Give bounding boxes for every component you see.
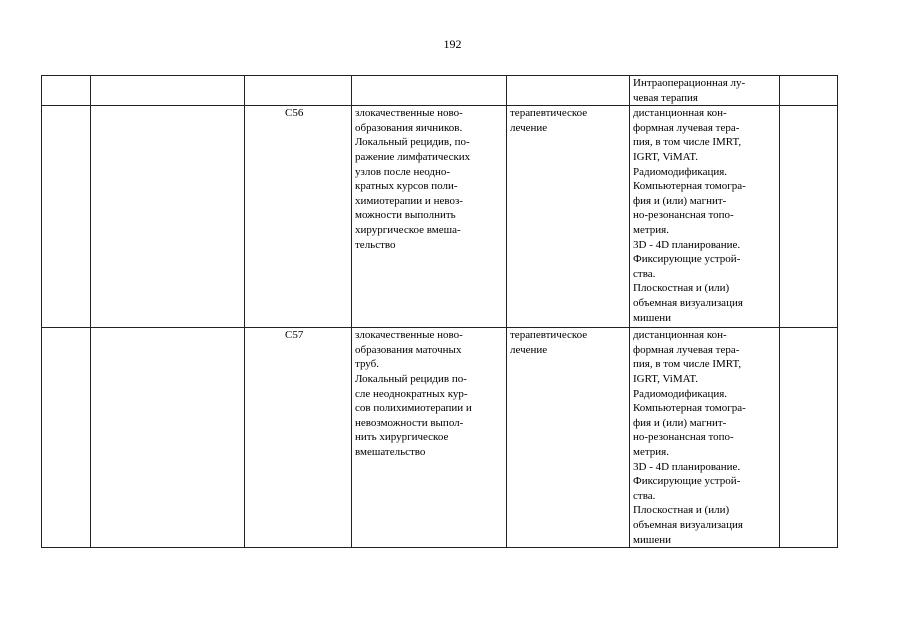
treatment-type-cell [507, 106, 630, 328]
text-line: чевая терапия [633, 91, 698, 104]
text-line: 3D - 4D планирование. [633, 238, 741, 251]
text-line: нить хирургическое [355, 431, 449, 444]
table-row [42, 76, 838, 106]
text-line: терапевтическое [510, 329, 588, 342]
icd-code-cell: C56 [245, 106, 352, 328]
text-line: узлов после неоднo- [355, 165, 451, 178]
text-line: ражение лимфатических [355, 150, 471, 163]
text-line: метрия. [633, 223, 669, 236]
treatment-type-cell [507, 328, 630, 548]
treatment-method-cell [630, 328, 780, 548]
text-line: IGRT, ViMAT. [633, 372, 698, 385]
icd-code-cell: C57 [245, 328, 352, 548]
text-line: пия, в том числе IMRT, [633, 358, 742, 371]
text-line: Радиомодификация. [633, 387, 728, 400]
text-line: Плоскостная и (или) [633, 504, 730, 517]
text-line: сле неоднократных кур- [355, 387, 468, 400]
table-row [42, 106, 838, 328]
text-line: злокачественные ново- [355, 329, 463, 342]
text-line: 3D - 4D планирование. [633, 460, 741, 473]
text-line: Радиомодификация. [633, 165, 728, 178]
text-line: метрия. [633, 445, 669, 458]
medical-care-table [41, 75, 838, 548]
text-line: Локальный рецидив по- [355, 372, 467, 385]
text-line: тельство [355, 238, 396, 251]
text-line: кратных курсов поли- [355, 180, 458, 193]
text-line: мишени [633, 311, 671, 324]
text-line: химиотерапии и невоз- [355, 194, 463, 207]
text-line: терапевтическое [510, 107, 588, 120]
text-line: Плоскостная и (или) [633, 282, 730, 295]
text-line: ства. [633, 267, 656, 280]
row-number-cell [42, 76, 91, 106]
text-line: фия и (или) магнит- [633, 416, 727, 429]
text-line: невозможности выпол- [355, 416, 464, 429]
text-line: объемная визуализация [633, 296, 743, 309]
text-line: дистанционная кон- [633, 329, 727, 342]
diagnosis-cell [352, 76, 507, 106]
table-row [42, 328, 838, 548]
page-number: 192 [443, 37, 462, 51]
text-line: IGRT, ViMAT. [633, 150, 698, 163]
text-line: труб. [355, 358, 379, 371]
text-line: формная лучевая тера- [633, 121, 740, 134]
text-line: хирургическое вмеша- [355, 223, 461, 236]
row-number-cell [42, 328, 91, 548]
text-line: дистанционная кон- [633, 107, 727, 120]
treatment-method-cell [630, 76, 780, 106]
text-line: злокачественные ново- [355, 107, 463, 120]
care-profile-cell [91, 76, 245, 106]
text-line: Фиксирующие устрой- [633, 475, 741, 488]
text-line: фия и (или) магнит- [633, 194, 727, 207]
text-line: образования маточных [355, 343, 462, 356]
text-line: Фиксирующие устрой- [633, 253, 741, 266]
text-line: но-резонансная топо- [633, 431, 734, 444]
text-line: сов полихимиотерапии и [355, 402, 472, 415]
text-line: объемная визуализация [633, 518, 743, 531]
treatment-type-cell [507, 76, 630, 106]
cost-cell [780, 106, 838, 328]
text-line: пия, в том числе IMRT, [633, 136, 742, 149]
diagnosis-cell [352, 106, 507, 328]
text-line: Локальный рецидив, по- [355, 136, 470, 149]
row-number-cell [42, 106, 91, 328]
text-line: Компьютерная томогра- [633, 402, 746, 415]
text-line: можности выполнить [355, 209, 456, 222]
care-profile-cell [91, 328, 245, 548]
text-line: формная лучевая тера- [633, 343, 740, 356]
text-line: лечение [510, 343, 548, 356]
cost-cell [780, 328, 838, 548]
care-profile-cell [91, 106, 245, 328]
text-line: ства. [633, 489, 656, 502]
text-line: мишени [633, 533, 671, 546]
text-line: образования яичников. [355, 121, 463, 134]
text-line: Компьютерная томогра- [633, 180, 746, 193]
diagnosis-cell [352, 328, 507, 548]
cost-cell [780, 76, 838, 106]
text-line: но-резонансная топо- [633, 209, 734, 222]
text-line: вмешательство [355, 445, 426, 458]
treatment-method-cell [630, 106, 780, 328]
text-line: лечение [510, 121, 548, 134]
text-line: Интраоперационная лу- [633, 77, 746, 89]
icd-code-cell [245, 76, 352, 106]
